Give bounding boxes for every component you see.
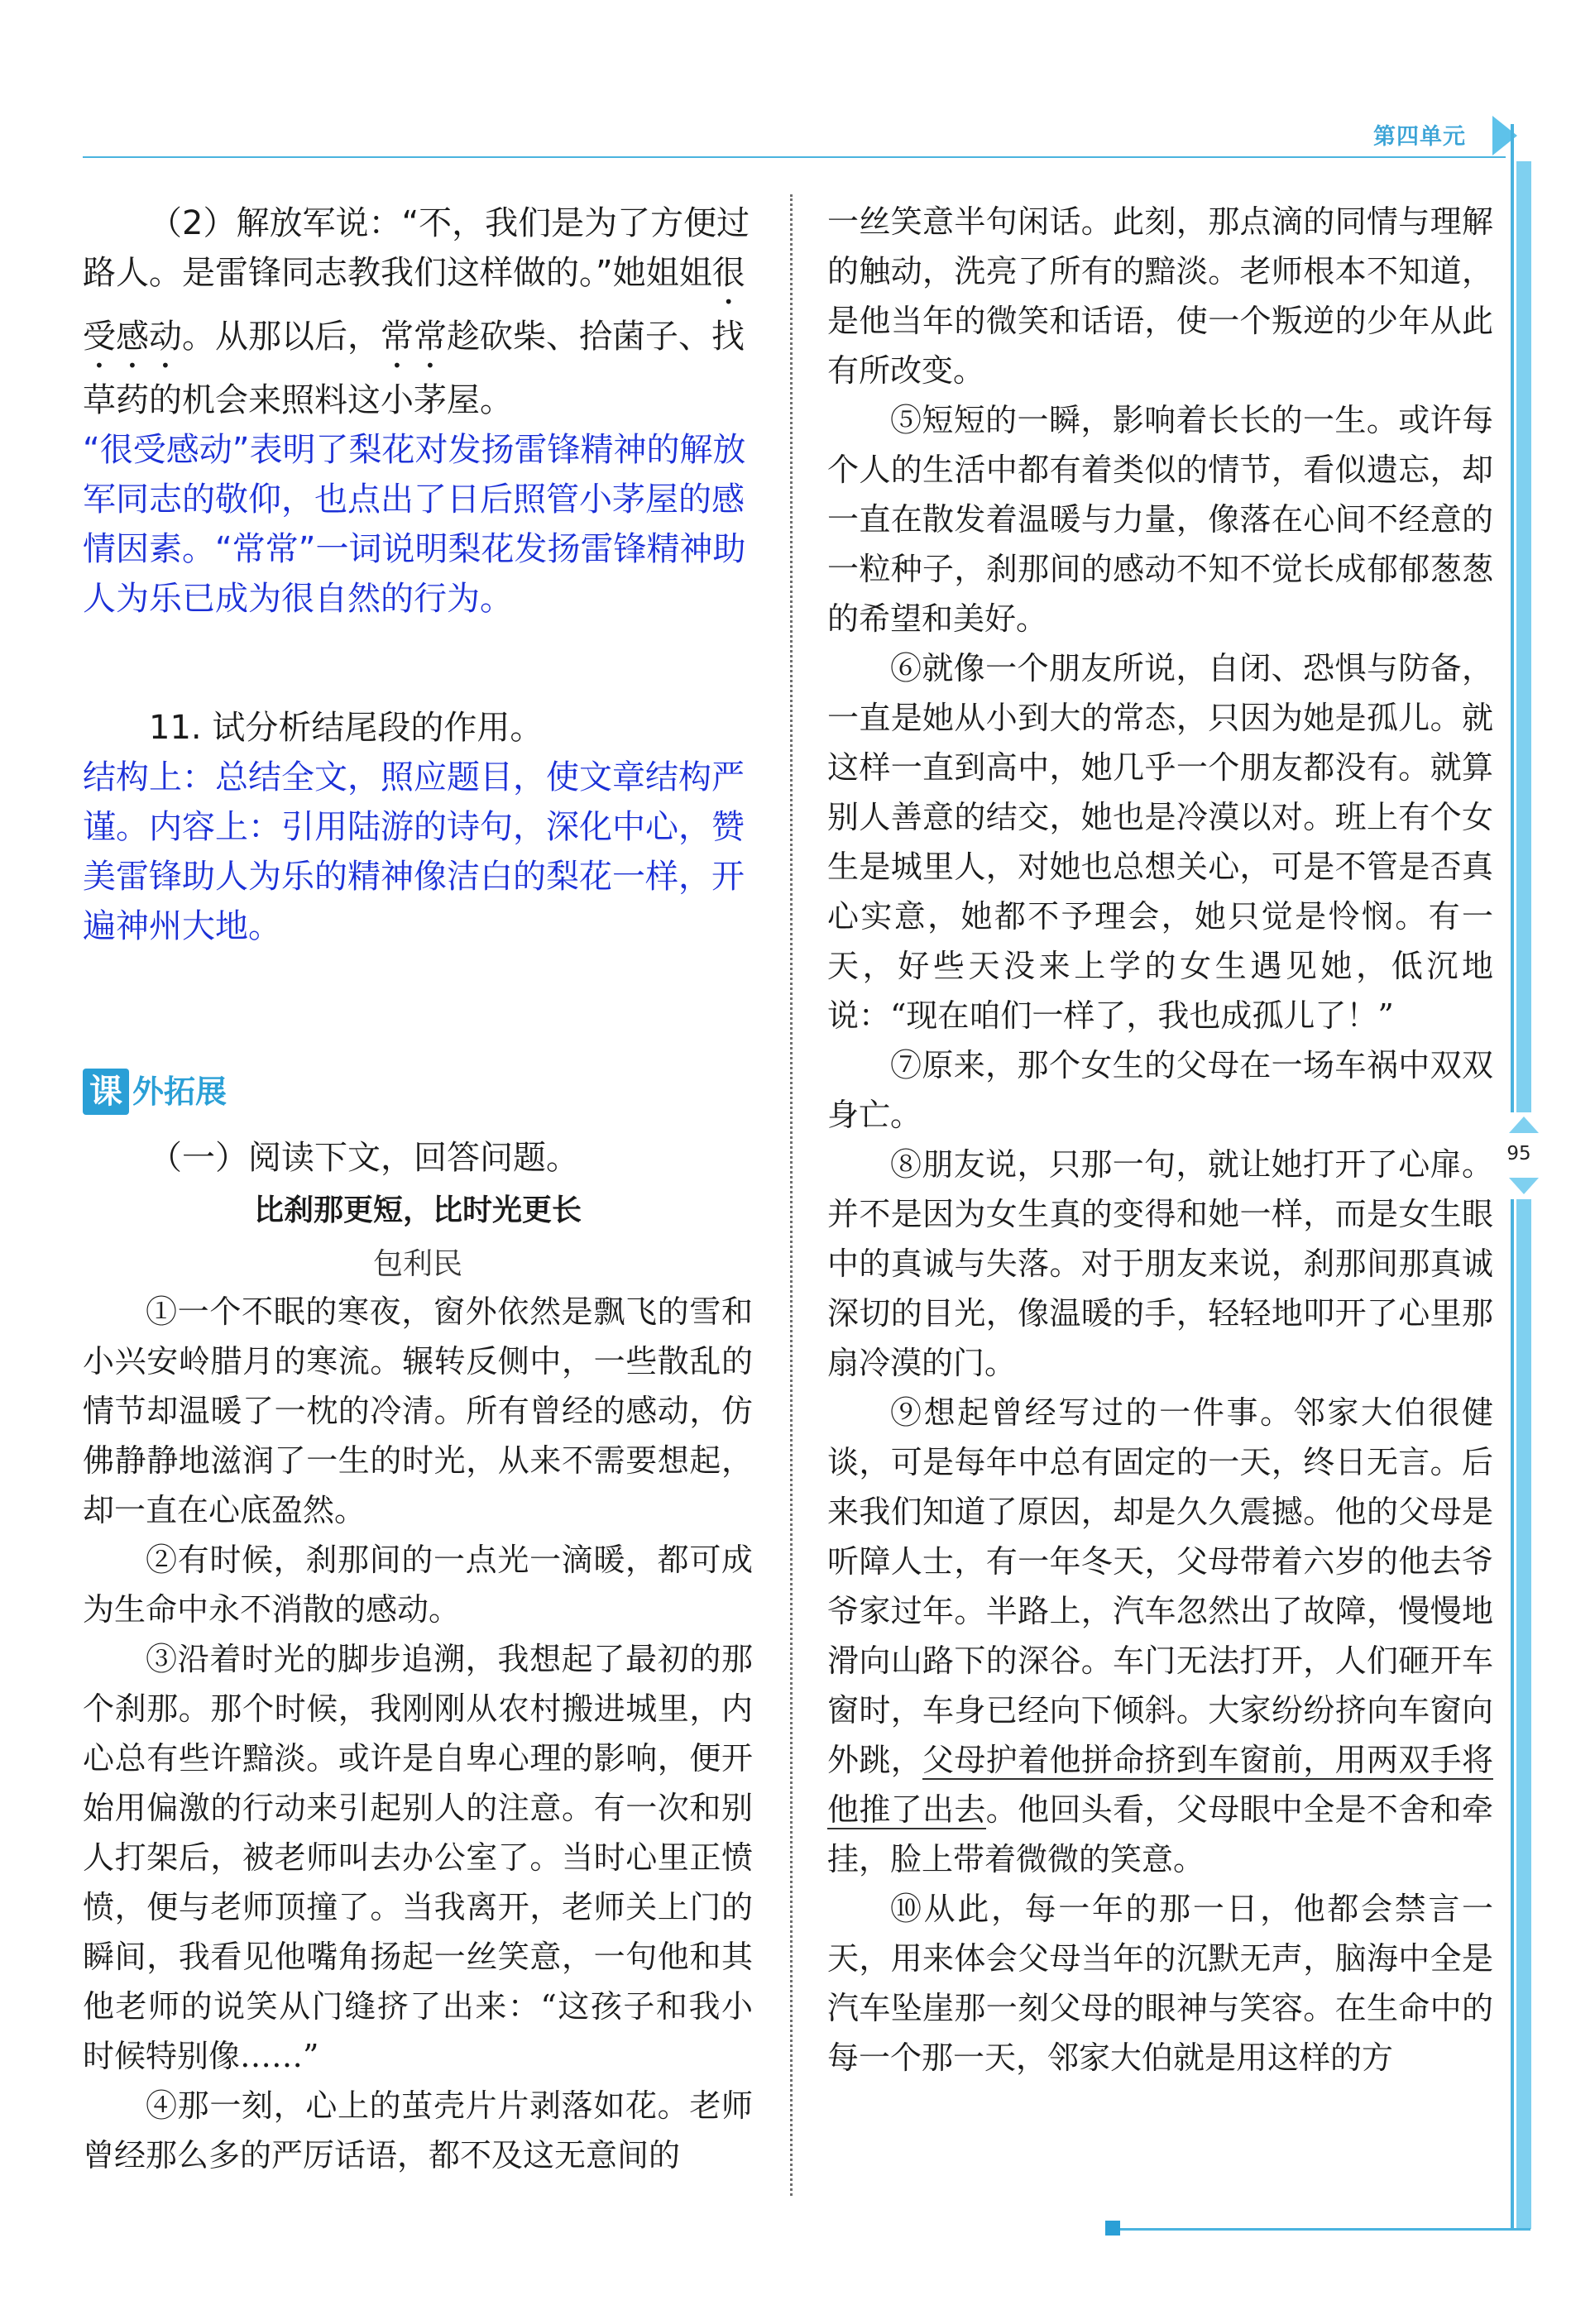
question-11-text: 11. 试分析结尾段的作用。 (149, 709, 544, 747)
page-number: 95 (1506, 1143, 1531, 1164)
article-right (827, 197, 1493, 2083)
paragraph-4: ④那一刻，心上的茧壳片片剥落如花。老师曾经那么多的严厉话语，都不及这无意间的 (83, 2087, 753, 2173)
paragraph-5: ⑤短短的一瞬，影响着长长的一生。或许每个人的生活中都有着类似的情节，看似遗忘，却一直在散发着温暖与力量，像落在心间不经意的一粒种子，刹那间的感动不知不觉长成郁郁葱葱的希望和美好。 (827, 402, 1493, 637)
question-2 (83, 198, 753, 624)
underlined-sentence: 父母护着他拼命挤到车窗前，用两双手将他推了出去 (827, 1742, 1493, 1828)
paragraph-8: ⑧朋友说，只那一句，就让她打开了心扉。并不是因为女生真的变得和她一样，而是女生眼中的真诚与失落。对于朋友来说，刹那间那真诚深切的目光，像温暖的手，轻轻地叩开了心里那扇冷漠的门。 (827, 1146, 1493, 1381)
paragraph-2: ②有时候，刹那间的一点光一滴暖，都可成为生命中永不消散的感动。 (83, 1542, 753, 1628)
column-divider (790, 194, 793, 2196)
article-left (83, 1287, 753, 2180)
paragraph-1: ①一个不眠的寒夜，窗外依然是飘飞的雪和小兴安岭腊月的寒流。辗转反侧中，一些散乱的情节却温暖了一枕的冷清。所有曾经的感动，仿佛静静地滋润了一生的时光，从来不需要想起，却一直在心底盈然。 (83, 1294, 753, 1528)
section-badge: 课 (83, 1069, 129, 1115)
footer-rule (1109, 2228, 1530, 2231)
header-rule (83, 156, 1506, 158)
article-author: 包利民 (372, 1247, 462, 1281)
question-11-answer: 结构上：总结全文，照应题目，使文章结构严谨。内容上：引用陆游的诗句，深化中心，赞美雷锋助人为乐的精神像洁白的梨花一样，开遍神州大地。 (83, 758, 745, 945)
question-2-answer: “很受感动”表明了梨花对发扬雷锋精神的解放军同志的敬仰，也点出了日后照管小茅屋的感情因素。“常常”一词说明梨花发扬雷锋精神助人为乐已成为很自然的行为。 (83, 431, 746, 618)
side-bar (1516, 1199, 1531, 2229)
side-rule (1511, 1199, 1514, 2229)
triangle-up-icon (1509, 1117, 1539, 1133)
side-rule (1511, 124, 1514, 1112)
square-marker-icon (1105, 2221, 1120, 2236)
question-2-text: （2）解放军说：“不，我们是为了方便过路人。是雷锋同志教我们这样做的。”她姐姐很受感动。从那以后，常常趁砍柴、拾菌子、找草药的机会来照料这小茅屋。 (83, 204, 750, 419)
unit-label: 第四单元 (1373, 124, 1466, 150)
triangle-down-icon (1509, 1178, 1539, 1194)
question-11 (83, 703, 753, 951)
paragraph-7: ⑦原来，那个女生的父母在一场车祸中双双身亡。 (827, 1047, 1493, 1133)
paragraph-4-continued: 一丝笑意半句闲话。此刻，那点滴的同情与理解的触动，洗亮了所有的黯淡。老师根本不知道，是他当年的微笑和话语，使一个叛逆的少年从此有所改变。 (827, 203, 1493, 389)
side-bar (1516, 161, 1531, 1112)
article-title: 比刹那更短，比时光更长 (253, 1193, 582, 1227)
paragraph-10: ⑩从此，每一年的那一日，他都会禁言一天，用来体会父母当年的沉默无声，脑海中全是汽车坠崖那一刻父母的眼神与笑容。在生命中的每一个那一天，邻家大伯就是用这样的方 (827, 1891, 1493, 2076)
reading-intro: （一）阅读下文，回答问题。 (149, 1139, 579, 1177)
paragraph-3: ③沿着时光的脚步追溯，我想起了最初的那个刹那。那个时候，我刚刚从农村搬进城里，内心总有些许黯淡。或许是自卑心理的影响，便开始用偏激的行动来引起别人的注意。有一次和别人打架后，被老师叫去办公室了。当时心里正愤愤，便与老师顶撞了。当我离开，老师关上门的瞬间，我看见他嘴角扬起一丝笑意，一句他和其他老师的说笑从门缝挤了出来：“这孩子和我小时候特别像……” (83, 1641, 753, 2074)
paragraph-6: ⑥就像一个朋友所说，自闭、恐惧与防备，一直是她从小到大的常态，只因为她是孤儿。就这样一直到高中，她几乎一个朋友都没有。就算别人善意的结交，她也是冷漠以对。班上有个女生是城里人，对她也总想关心，可是不管是否真心实意，她都不予理会，她只觉是怜悯。有一天，好些天没来上学的女生遇见她，低沉地说：“现在咱们一样了，我也成孤儿了！” (827, 650, 1493, 1034)
paragraph-9: ⑨想起曾经写过的一件事。邻家大伯很健谈，可是每年中总有固定的一天，终日无言。后来我们知道了原因，却是久久震撼。他的父母是听障人士，有一年冬天，父母带着六岁的他去爷爷家过年。半路上，汽车忽然出了故障，慢慢地滑向山路下的深谷。车门无法打开，人们砸开车窗时，车身已经向下倾斜。大家纷纷挤向车窗向外跳，父母护着他拼命挤到车窗前，用两双手将他推了出去。他回头看，父母眼中全是不舍和牵挂，脸上带着微微的笑意。 (827, 1394, 1493, 1877)
section-title: 外拓展 (132, 1074, 228, 1110)
